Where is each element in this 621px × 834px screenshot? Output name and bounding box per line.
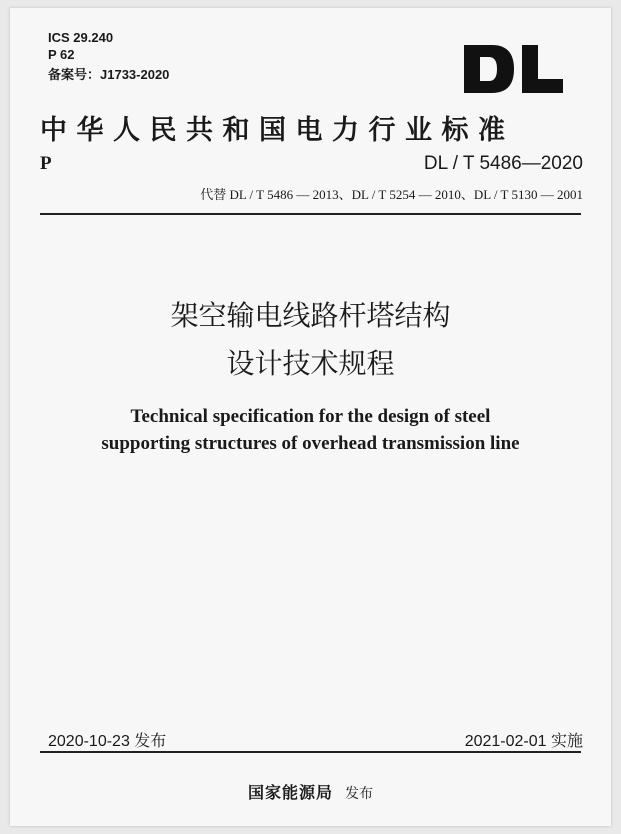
release-date: 2020-10-23 发布 (48, 733, 167, 750)
publisher-name: 国家能源局 (247, 783, 333, 802)
standard-code: DL / T 5486—2020 (423, 153, 583, 174)
document-cover (10, 8, 611, 826)
publisher-suffix: 发布 (345, 786, 373, 802)
replaces-note: 代替 DL / T 5486 — 2013、DL / T 5254 — 2010、DL / T 5130 — 2001 (200, 187, 583, 202)
ics-code: ICS 29.240 (48, 30, 114, 45)
chinese-title-line1: 架空输电线路杆塔结构 (170, 299, 451, 332)
dl-logo (462, 44, 565, 94)
bottom-divider (40, 751, 581, 753)
chinese-title-line2: 设计技术规程 (226, 347, 395, 380)
p-code: P 62 (48, 47, 75, 62)
english-title-line1: Technical specification for the design of steel (130, 406, 491, 427)
standard-title: 中华人民共和国电力行业标准 (40, 115, 515, 146)
publisher-line (10, 780, 611, 803)
classification-letter: P (40, 153, 52, 174)
english-title-line2: supporting structures of overhead transmission line (101, 433, 520, 454)
top-divider (40, 213, 581, 215)
record-number: 备案号：J1733-2020 (48, 67, 170, 82)
effective-date: 2021-02-01 实施 (464, 733, 583, 750)
